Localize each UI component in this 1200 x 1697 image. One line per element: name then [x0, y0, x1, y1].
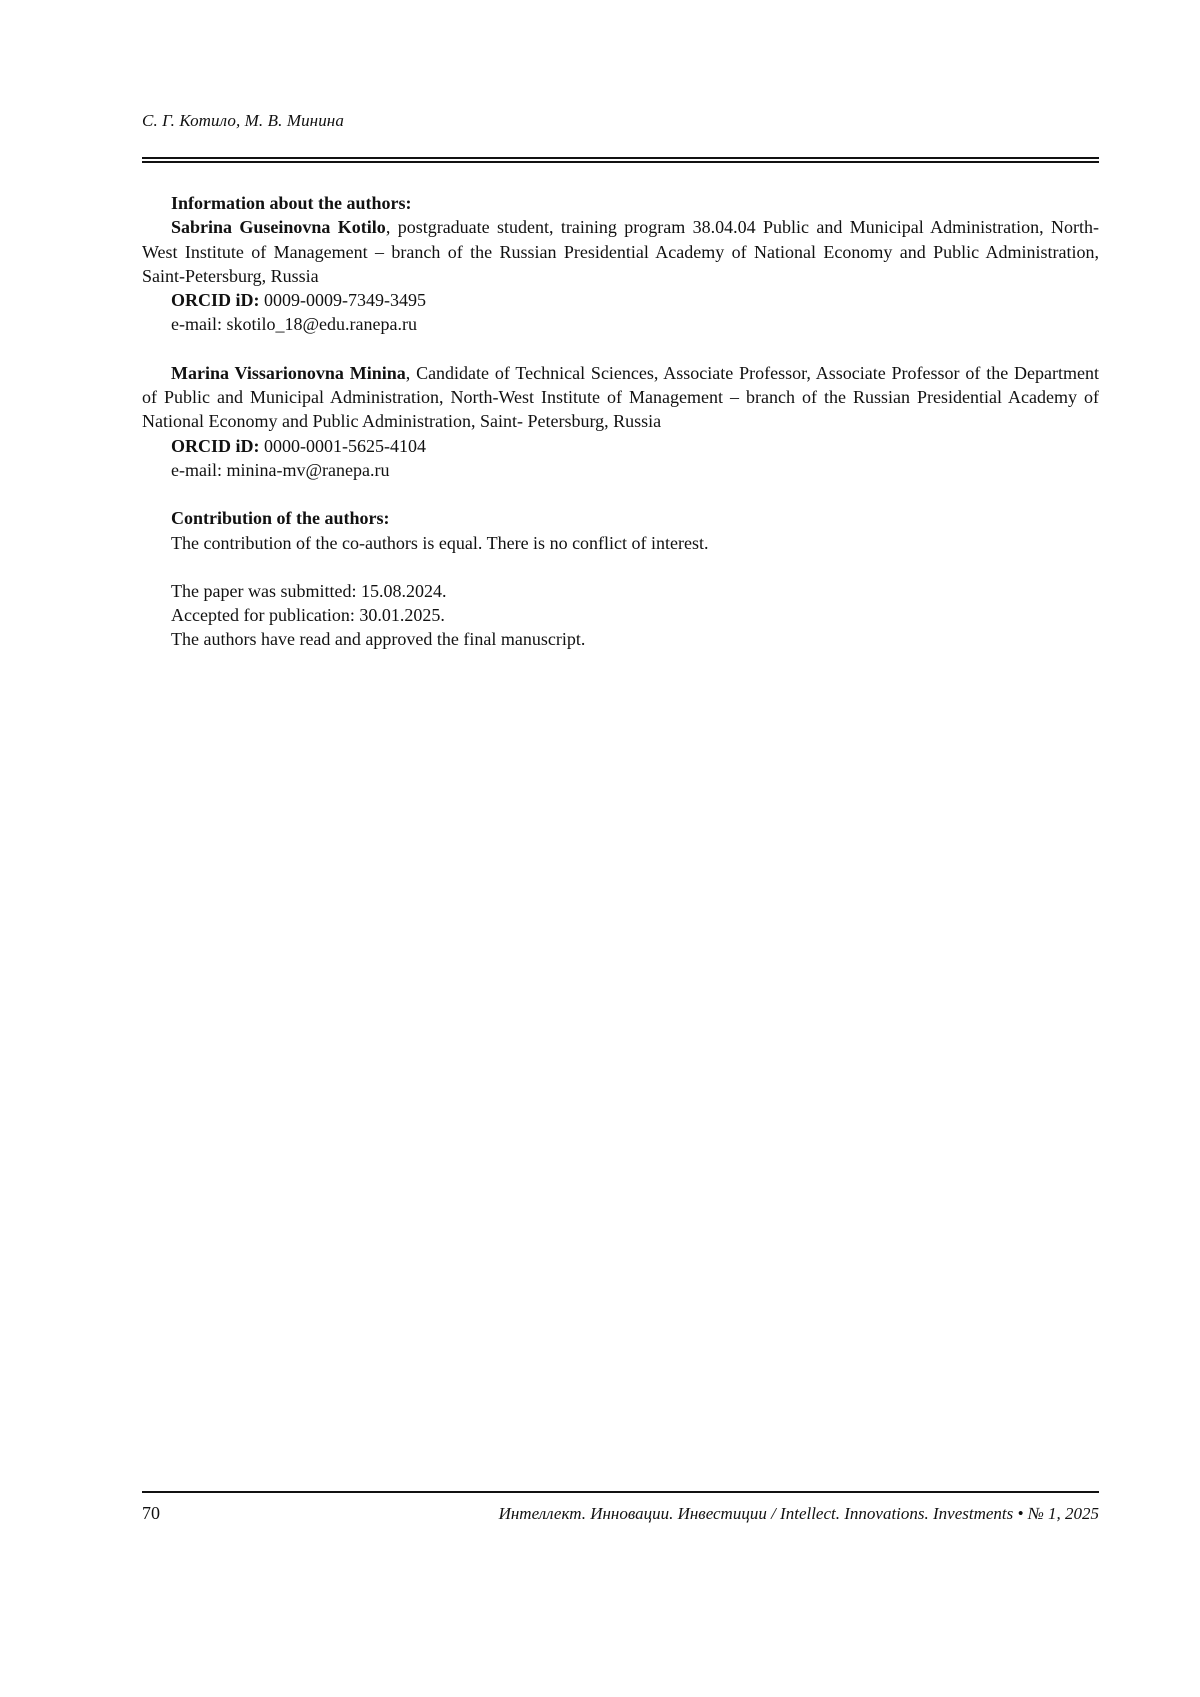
author-2-details: , Candidate of Technical Sciences, Associate Professor, Associate Professor of the Department of Public and Municipal Administration, North-West Institute of Management – branch of the Russian Presidential Academy of National Economy and Public Administration, Saint- Petersburg, Russia — [142, 362, 1099, 432]
article-body — [142, 191, 1099, 652]
footer-rule — [142, 1491, 1099, 1493]
author-1-orcid — [142, 288, 1099, 312]
author-1-orcid-value: 0009-0009-7349-3495 — [259, 290, 426, 311]
author-2-orcid-value: 0000-0001-5625-4104 — [259, 435, 426, 456]
author-2-orcid — [142, 434, 1099, 458]
page-number: 70 — [142, 1503, 160, 1523]
journal-title: Интеллект. Инновации. Инвестиции / Intellect. Innovations. Investments • № 1, 2025 — [498, 1504, 1099, 1523]
author-2-name: Marina Vissarionovna Minina — [171, 362, 406, 383]
author-2-orcid-label: ORCID iD: — [171, 435, 260, 456]
contribution-heading: Contribution of the authors: — [171, 508, 390, 529]
authors-info-heading: Information about the authors: — [171, 193, 412, 213]
author-1-orcid-label: ORCID iD: — [171, 290, 260, 311]
spacer — [142, 337, 1099, 361]
spacer — [142, 482, 1099, 506]
submitted-date: The paper was submitted: 15.08.2024. — [171, 580, 447, 601]
running-head: С. Г. Котило, М. В. Минина — [142, 111, 344, 130]
author-1-email: e-mail: skotilo_18@edu.ranepa.ru — [171, 314, 418, 335]
author-1-name: Sabrina Guseinovna Kotilo — [171, 217, 386, 238]
author-1-description — [142, 215, 1099, 288]
author-2-email: e-mail: minina-mv@ranepa.ru — [171, 459, 390, 480]
page-footer — [142, 1503, 1099, 1524]
author-2-description — [142, 361, 1099, 434]
contribution-text: The contribution of the co-authors is equal. There is no conflict of interest. — [171, 532, 709, 553]
spacer — [142, 555, 1099, 579]
accepted-date: Accepted for publication: 30.01.2025. — [171, 605, 445, 626]
top-double-rule — [142, 157, 1099, 163]
approval-statement: The authors have read and approved the final manuscript. — [171, 629, 586, 650]
author-1-details: , postgraduate student, training program 38.04.04 Public and Municipal Administration, North-West Institute of Management – branch of the Russian Presidential Academy of National Economy and Public Administration, Saint-Petersburg, Russia — [142, 217, 1099, 286]
